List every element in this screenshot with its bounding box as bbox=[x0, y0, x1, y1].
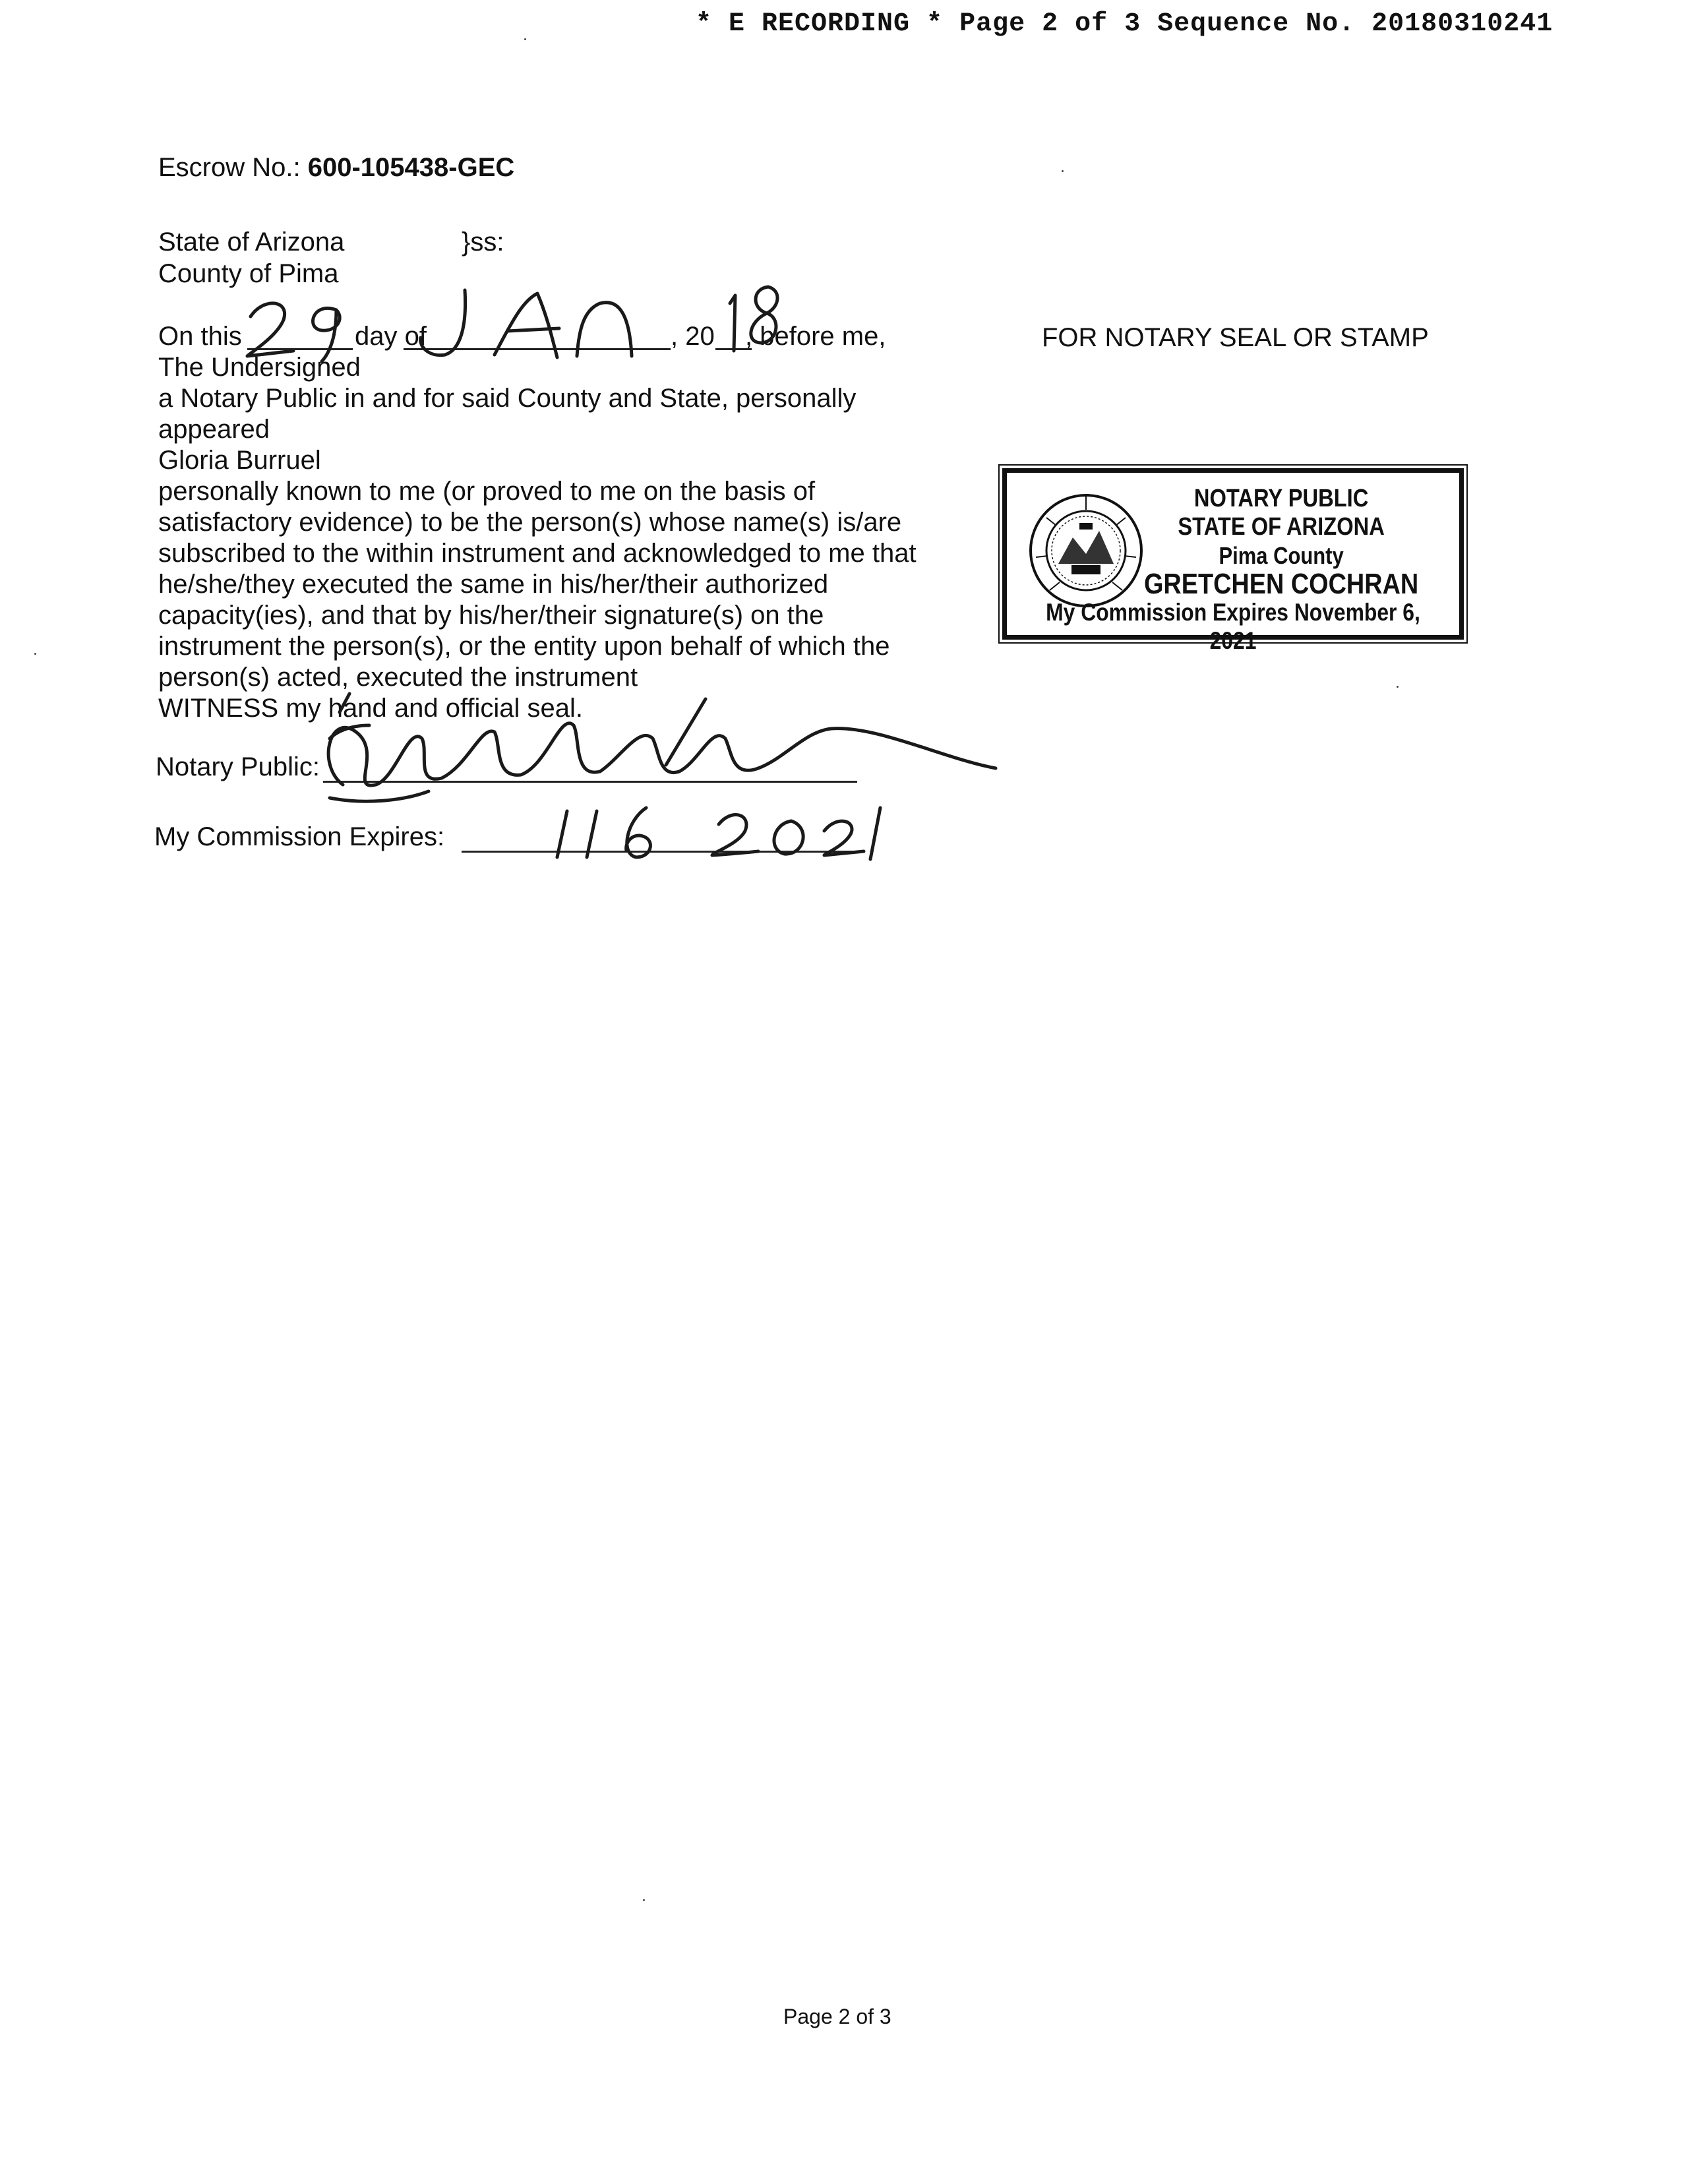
body-line-4: he/she/they executed the same in his/her/their authorized bbox=[158, 570, 829, 599]
seal-area-label: FOR NOTARY SEAL OR STAMP bbox=[1042, 323, 1429, 352]
on-this-label: On this bbox=[158, 322, 242, 351]
undersigned: The Undersigned bbox=[158, 353, 361, 382]
venue-county: County of Pima bbox=[158, 259, 339, 288]
scan-speck bbox=[34, 653, 36, 655]
body-line-3: subscribed to the within instrument and acknowledged to me that bbox=[158, 539, 917, 568]
stamp-state: STATE OF ARIZONA bbox=[1178, 513, 1385, 541]
scan-speck bbox=[1397, 686, 1399, 688]
notary-public-label: Notary Public: bbox=[156, 752, 320, 781]
escrow-label: Escrow No.: bbox=[158, 153, 301, 182]
stamp-notary-name: GRETCHEN COCHRAN bbox=[1143, 568, 1419, 600]
body-line-7: person(s) acted, executed the instrument bbox=[158, 663, 638, 692]
body-line-2: satisfactory evidence) to be the person(s) whose name(s) is/are bbox=[158, 508, 902, 537]
appeared: appeared bbox=[158, 415, 270, 444]
notary-stamp bbox=[1002, 468, 1464, 654]
scan-speck bbox=[643, 1899, 645, 1901]
handwritten-month-jan bbox=[409, 277, 686, 369]
year-prefix: , 20 bbox=[671, 322, 715, 351]
page-footer: Page 2 of 3 bbox=[783, 2005, 891, 2028]
before-me-label: , before me, bbox=[745, 322, 886, 351]
body-line-5: capacity(ies), and that by his/her/their signature(s) on the bbox=[158, 601, 824, 630]
scan-speck bbox=[1062, 170, 1064, 172]
venue-ss: }ss: bbox=[462, 228, 504, 257]
recording-header: * E RECORDING * Page 2 of 3 Sequence No. 20180310241 bbox=[696, 9, 1553, 39]
stamp-county: Pima County bbox=[1219, 542, 1344, 569]
stamp-notary-public: NOTARY PUBLIC bbox=[1193, 485, 1369, 512]
scan-speck bbox=[524, 38, 526, 40]
stamp-commission: My Commission Expires November 6, 2021 bbox=[1046, 599, 1420, 654]
handwritten-commission-date bbox=[547, 795, 890, 867]
notary-line: a Notary Public in and for said County and State, personally bbox=[158, 384, 857, 413]
escrow-number: 600-105438-GEC bbox=[307, 153, 515, 182]
escrow-line bbox=[158, 153, 514, 183]
commission-label: My Commission Expires: bbox=[154, 822, 445, 851]
body-line-6: instrument the person(s), or the entity upon behalf of which the bbox=[158, 632, 890, 661]
day-of-label: day of bbox=[355, 322, 427, 351]
witness-line: WITNESS my hand and official seal. bbox=[158, 694, 583, 723]
signer-name: Gloria Burruel bbox=[158, 446, 321, 475]
handwritten-year-18 bbox=[715, 277, 788, 363]
venue-state: State of Arizona bbox=[158, 228, 345, 257]
body-line-1: personally known to me (or proved to me on the basis of bbox=[158, 477, 816, 506]
